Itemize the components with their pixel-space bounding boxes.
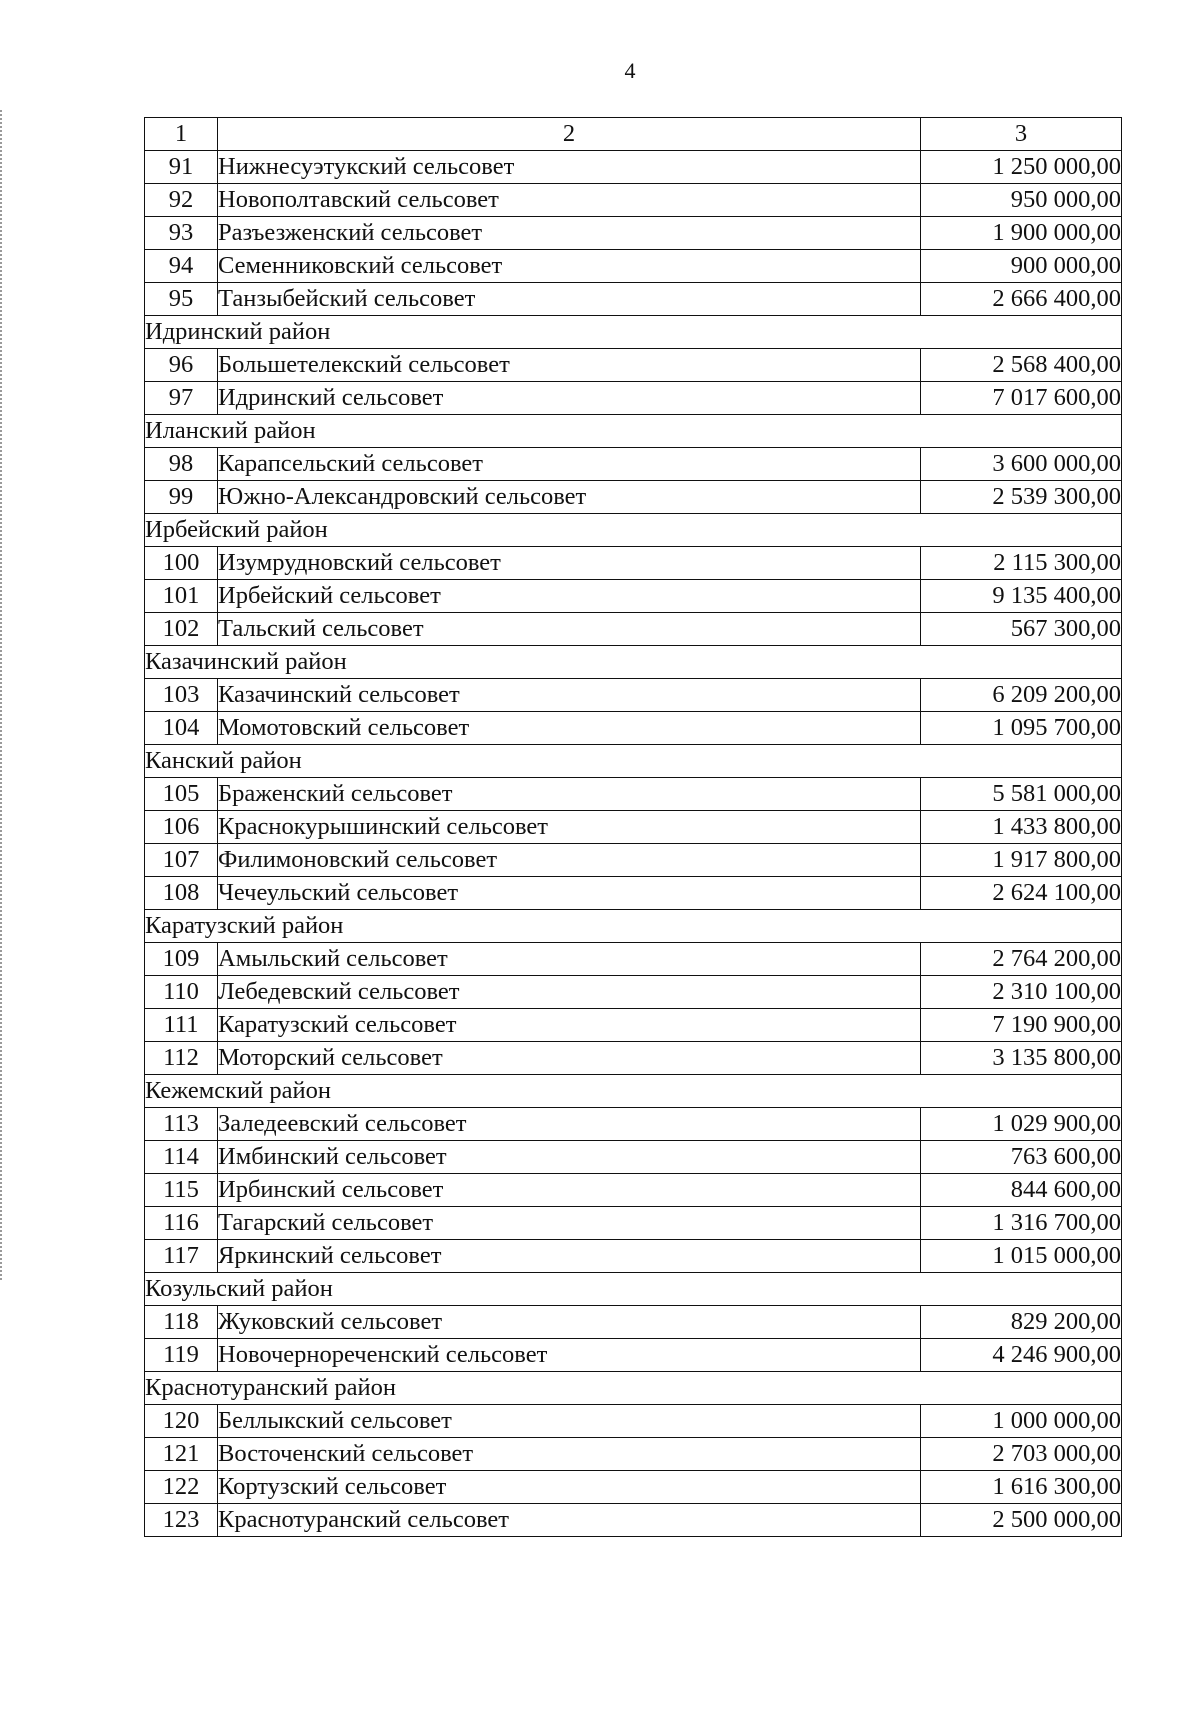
council-name: Тагарский сельсовет [218,1207,921,1240]
council-name: Кортузский сельсовет [218,1471,921,1504]
district-name: Идринский район [145,316,1122,349]
council-name: Семенниковский сельсовет [218,250,921,283]
district-name: Канский район [145,745,1122,778]
council-name: Новочернореченский сельсовет [218,1339,921,1372]
amount-value: 2 539 300,00 [921,481,1122,514]
row-number: 96 [145,349,218,382]
council-name: Момотовский сельсовет [218,712,921,745]
district-name: Иланский район [145,415,1122,448]
page-number: 4 [624,58,636,83]
row-number: 108 [145,877,218,910]
council-name: Каратузский сельсовет [218,1009,921,1042]
district-header-row [145,646,1122,679]
table-row [145,811,1122,844]
amount-value: 9 135 400,00 [921,580,1122,613]
row-number: 116 [145,1207,218,1240]
council-name: Чечеульский сельсовет [218,877,921,910]
row-number: 92 [145,184,218,217]
amount-value: 2 666 400,00 [921,283,1122,316]
council-name: Танзыбейский сельсовет [218,283,921,316]
table-row [145,1240,1122,1273]
amount-value: 4 246 900,00 [921,1339,1122,1372]
table-row [145,844,1122,877]
district-header-row [145,1372,1122,1405]
row-number: 103 [145,679,218,712]
amount-value: 2 568 400,00 [921,349,1122,382]
table-row [145,382,1122,415]
table-row [145,1306,1122,1339]
council-name: Беллыкский сельсовет [218,1405,921,1438]
council-name: Имбинский сельсовет [218,1141,921,1174]
council-name: Яркинский сельсовет [218,1240,921,1273]
council-name: Амыльский сельсовет [218,943,921,976]
amount-value: 1 616 300,00 [921,1471,1122,1504]
council-name: Большетелекский сельсовет [218,349,921,382]
table-row [145,1339,1122,1372]
district-name: Кежемский район [145,1075,1122,1108]
council-name: Тальский сельсовет [218,613,921,646]
row-number: 118 [145,1306,218,1339]
table-row [145,547,1122,580]
council-name: Моторский сельсовет [218,1042,921,1075]
row-number: 120 [145,1405,218,1438]
table-row [145,778,1122,811]
row-number: 110 [145,976,218,1009]
amount-value: 3 135 800,00 [921,1042,1122,1075]
row-number: 112 [145,1042,218,1075]
row-number: 104 [145,712,218,745]
council-name: Восточенский сельсовет [218,1438,921,1471]
row-number: 97 [145,382,218,415]
district-name: Козульский район [145,1273,1122,1306]
council-name: Браженский сельсовет [218,778,921,811]
table-row [145,250,1122,283]
council-name: Изумрудновский сельсовет [218,547,921,580]
row-number: 115 [145,1174,218,1207]
amount-value: 1 095 700,00 [921,712,1122,745]
amount-value: 5 581 000,00 [921,778,1122,811]
district-header-row [145,745,1122,778]
council-name: Южно-Александровский сельсовет [218,481,921,514]
district-name: Краснотуранский район [145,1372,1122,1405]
council-name: Нижнесуэтукский сельсовет [218,151,921,184]
council-name: Филимоновский сельсовет [218,844,921,877]
council-name: Краснокурышинский сельсовет [218,811,921,844]
row-number: 119 [145,1339,218,1372]
table-row [145,184,1122,217]
amount-value: 2 310 100,00 [921,976,1122,1009]
row-number: 91 [145,151,218,184]
amount-value: 2 703 000,00 [921,1438,1122,1471]
table-row [145,1174,1122,1207]
table-row [145,976,1122,1009]
amount-value: 1 000 000,00 [921,1405,1122,1438]
table-row [145,448,1122,481]
amount-value: 1 433 800,00 [921,811,1122,844]
column-header-number: 1 [145,118,218,151]
table-row [145,1207,1122,1240]
row-number: 109 [145,943,218,976]
subsidy-table [144,117,1122,1537]
table-row [145,1141,1122,1174]
amount-value: 1 029 900,00 [921,1108,1122,1141]
amount-value: 2 500 000,00 [921,1504,1122,1537]
row-number: 121 [145,1438,218,1471]
amount-value: 1 900 000,00 [921,217,1122,250]
row-number: 117 [145,1240,218,1273]
row-number: 99 [145,481,218,514]
council-name: Ирбейский сельсовет [218,580,921,613]
table-row [145,283,1122,316]
row-number: 95 [145,283,218,316]
table-row [145,1405,1122,1438]
district-header-row [145,415,1122,448]
row-number: 98 [145,448,218,481]
amount-value: 2 764 200,00 [921,943,1122,976]
table-row [145,1009,1122,1042]
row-number: 93 [145,217,218,250]
council-name: Лебедевский сельсовет [218,976,921,1009]
district-header-row [145,514,1122,547]
row-number: 94 [145,250,218,283]
amount-value: 950 000,00 [921,184,1122,217]
district-header-row [145,316,1122,349]
council-name: Жуковский сельсовет [218,1306,921,1339]
table-row [145,1042,1122,1075]
district-header-row [145,1273,1122,1306]
amount-value: 829 200,00 [921,1306,1122,1339]
table-row [145,349,1122,382]
council-name: Карапсельский сельсовет [218,448,921,481]
council-name: Новополтавский сельсовет [218,184,921,217]
table-row [145,1504,1122,1537]
amount-value: 1 316 700,00 [921,1207,1122,1240]
district-name: Каратузский район [145,910,1122,943]
row-number: 100 [145,547,218,580]
amount-value: 2 624 100,00 [921,877,1122,910]
district-name: Ирбейский район [145,514,1122,547]
binding-margin-marks [0,110,4,1280]
amount-value: 3 600 000,00 [921,448,1122,481]
amount-value: 6 209 200,00 [921,679,1122,712]
table-row [145,943,1122,976]
table-header-row [145,118,1122,151]
row-number: 106 [145,811,218,844]
row-number: 122 [145,1471,218,1504]
amount-value: 1 250 000,00 [921,151,1122,184]
row-number: 113 [145,1108,218,1141]
council-name: Разъезженский сельсовет [218,217,921,250]
council-name: Казачинский сельсовет [218,679,921,712]
table-body [145,118,1122,1537]
district-header-row [145,910,1122,943]
row-number: 114 [145,1141,218,1174]
row-number: 123 [145,1504,218,1537]
amount-value: 900 000,00 [921,250,1122,283]
table-row [145,679,1122,712]
row-number: 101 [145,580,218,613]
column-header-amount: 3 [921,118,1122,151]
table-row [145,1108,1122,1141]
council-name: Заледеевский сельсовет [218,1108,921,1141]
column-header-name: 2 [218,118,921,151]
row-number: 105 [145,778,218,811]
row-number: 102 [145,613,218,646]
table-row [145,712,1122,745]
amount-value: 7 017 600,00 [921,382,1122,415]
district-header-row [145,1075,1122,1108]
row-number: 111 [145,1009,218,1042]
amount-value: 844 600,00 [921,1174,1122,1207]
table-row [145,613,1122,646]
table-row [145,1438,1122,1471]
table-row [145,481,1122,514]
district-name: Казачинский район [145,646,1122,679]
council-name: Краснотуранский сельсовет [218,1504,921,1537]
council-name: Ирбинский сельсовет [218,1174,921,1207]
table-row [145,217,1122,250]
table-row [145,580,1122,613]
table-row [145,1471,1122,1504]
amount-value: 1 917 800,00 [921,844,1122,877]
amount-value: 763 600,00 [921,1141,1122,1174]
amount-value: 567 300,00 [921,613,1122,646]
amount-value: 2 115 300,00 [921,547,1122,580]
table-row [145,877,1122,910]
amount-value: 7 190 900,00 [921,1009,1122,1042]
row-number: 107 [145,844,218,877]
table-row [145,151,1122,184]
amount-value: 1 015 000,00 [921,1240,1122,1273]
council-name: Идринский сельсовет [218,382,921,415]
